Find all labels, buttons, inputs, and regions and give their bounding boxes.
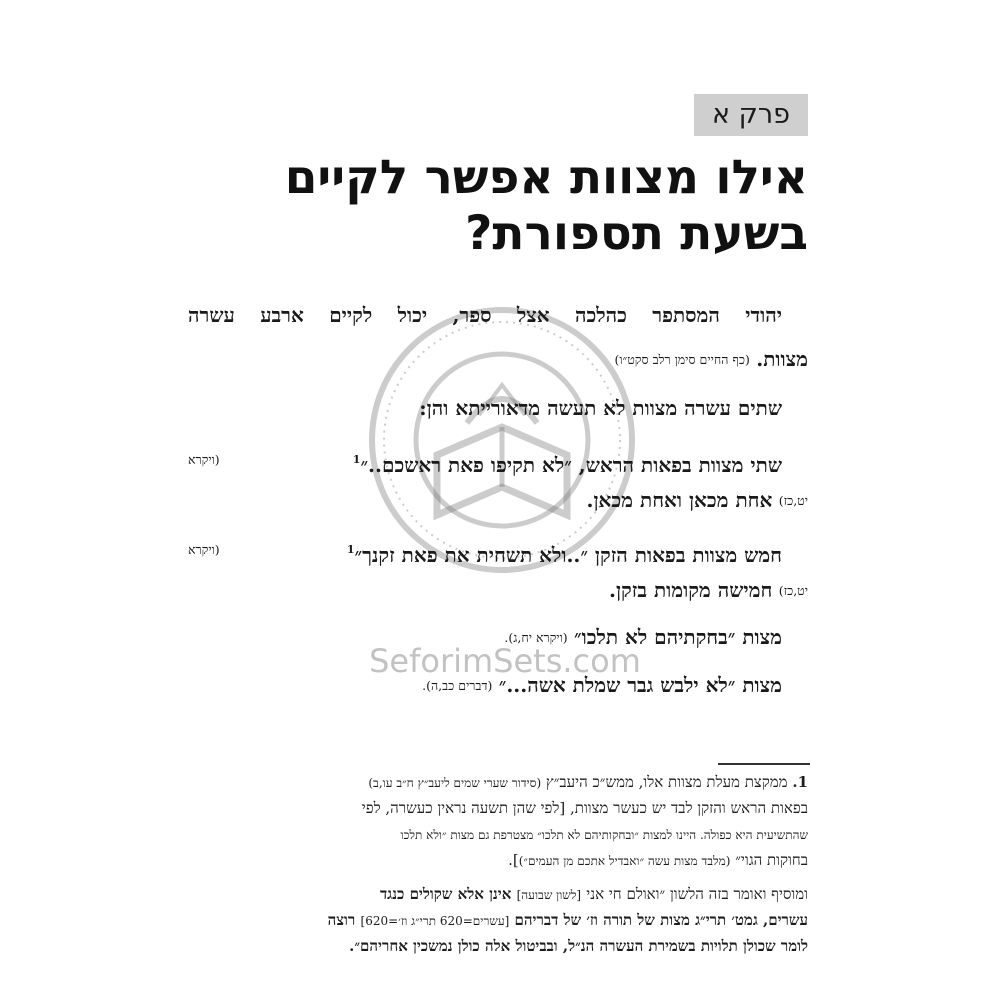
p4-line-2 bbox=[609, 575, 808, 606]
footnote-ref: 1 bbox=[346, 543, 355, 556]
footnote-line-3: שהתשיעית היא כפולה. היינו למצות ״ובחקותיהם לא תלכו״ מצטרפת גם מצות ״ולא תלכו bbox=[400, 828, 808, 842]
page-title bbox=[168, 150, 808, 262]
p1-text: מצוות. bbox=[756, 347, 808, 371]
word: יהודי bbox=[745, 303, 782, 327]
p6-line bbox=[422, 670, 782, 701]
footnote-source: (סידור שערי שמים ליעב״ץ ח״ב עו,ב) bbox=[368, 776, 542, 790]
p1-source: (כף החיים סימן רלב סקט״ו) bbox=[614, 352, 750, 367]
footnote-text: ממקצת מעלת מצוות אלו, ממש״כ היעב״ץ bbox=[545, 773, 788, 791]
word: המסתפר bbox=[652, 303, 720, 327]
footnote-line-6: עשרים, גמט׳ תרי״ג מצות של תורה וז׳ של דבריהם [עשרים=620 תרי״ג וז׳=620] רוצה bbox=[327, 911, 808, 929]
footnote-number: 1. bbox=[792, 773, 808, 791]
p6-text: מצות ״לא ילבש גבר שמלת אשה...״ bbox=[498, 673, 782, 697]
watermark-text: SeforimSets.com bbox=[369, 642, 641, 680]
title-line-1: אילו מצוות אפשר לקיים bbox=[284, 150, 808, 205]
p1-line-1 bbox=[188, 300, 782, 330]
p2-line: שתים עשרה מצוות לא תעשה מדאורייתא והן: bbox=[419, 396, 782, 420]
p5-text: מצות ״בחקתיהם לא תלכו״ bbox=[574, 625, 782, 649]
footnote-line-1 bbox=[188, 770, 808, 796]
p3-source-end: יט,כז) bbox=[778, 493, 808, 508]
p4-line-1-row bbox=[188, 535, 782, 570]
footnote-divider bbox=[718, 763, 810, 765]
p1-line-2 bbox=[614, 344, 808, 375]
p4-text-end: חמישה מקומות בזקן. bbox=[609, 578, 773, 602]
footnote-line-5: ומוסיף ואומר בזה הלשון ״ואולם חי אני [לשון שבועה] אינן אלא שקולים כנגד bbox=[379, 885, 808, 903]
p5-source: (ויקרא יח,ג). bbox=[504, 630, 568, 645]
p4-source-start: (ויקרא bbox=[188, 542, 220, 557]
p4-text: חמש מצוות בפאות הזקן ״..ולא תשחית את פאת זקנך״$^1$ bbox=[346, 543, 782, 567]
footnote-line-4: בחוקות הגוי״ (מלבד מצות עשה ״ואבדיל אתכם מן העמים״)]. bbox=[508, 851, 808, 869]
p5-line bbox=[504, 622, 782, 653]
p4-line-1 bbox=[188, 535, 782, 570]
p3-text: שתי מצוות בפאות הראש, ״לא תקיפו פאת ראשכם..״$^1$ bbox=[352, 453, 782, 477]
chapter-label-text: פרק א bbox=[712, 99, 790, 130]
p3-line-2 bbox=[587, 485, 809, 516]
word: עשרה bbox=[188, 303, 235, 327]
footnote-ref: 1 bbox=[352, 453, 361, 466]
chapter-label bbox=[694, 94, 808, 136]
p4-source-end: יט,כז) bbox=[778, 583, 808, 598]
word: אצל bbox=[516, 303, 550, 327]
title-line-2: בשעת תספורת? bbox=[465, 206, 808, 261]
footnote-line-2: בפאות הראש והזקן לבד יש כעשר מצוות, [לפי שהן תשעה נראין כעשרה, לפי bbox=[361, 799, 808, 817]
word: ספר, bbox=[452, 303, 492, 327]
p6-source: (דברים כב,ה). bbox=[422, 678, 493, 693]
p3-source-start: (ויקרא bbox=[188, 452, 220, 467]
word: ארבע bbox=[260, 303, 304, 327]
p3-line-1-row bbox=[188, 445, 782, 480]
word: יכול bbox=[397, 303, 428, 327]
p3-text-end: אחת מכאן ואחת מכאן. bbox=[586, 488, 773, 512]
footnote-line-7: לומר שכולן תלויות בשמירת העשרה הנ״ל, ובביטול אלה כולן נמשכין אחריהם״. bbox=[349, 937, 808, 955]
word: לקיים bbox=[329, 303, 373, 327]
p3-line-1 bbox=[188, 445, 782, 480]
p1-line-1-words bbox=[188, 300, 782, 330]
word: כהלכה bbox=[574, 303, 627, 327]
